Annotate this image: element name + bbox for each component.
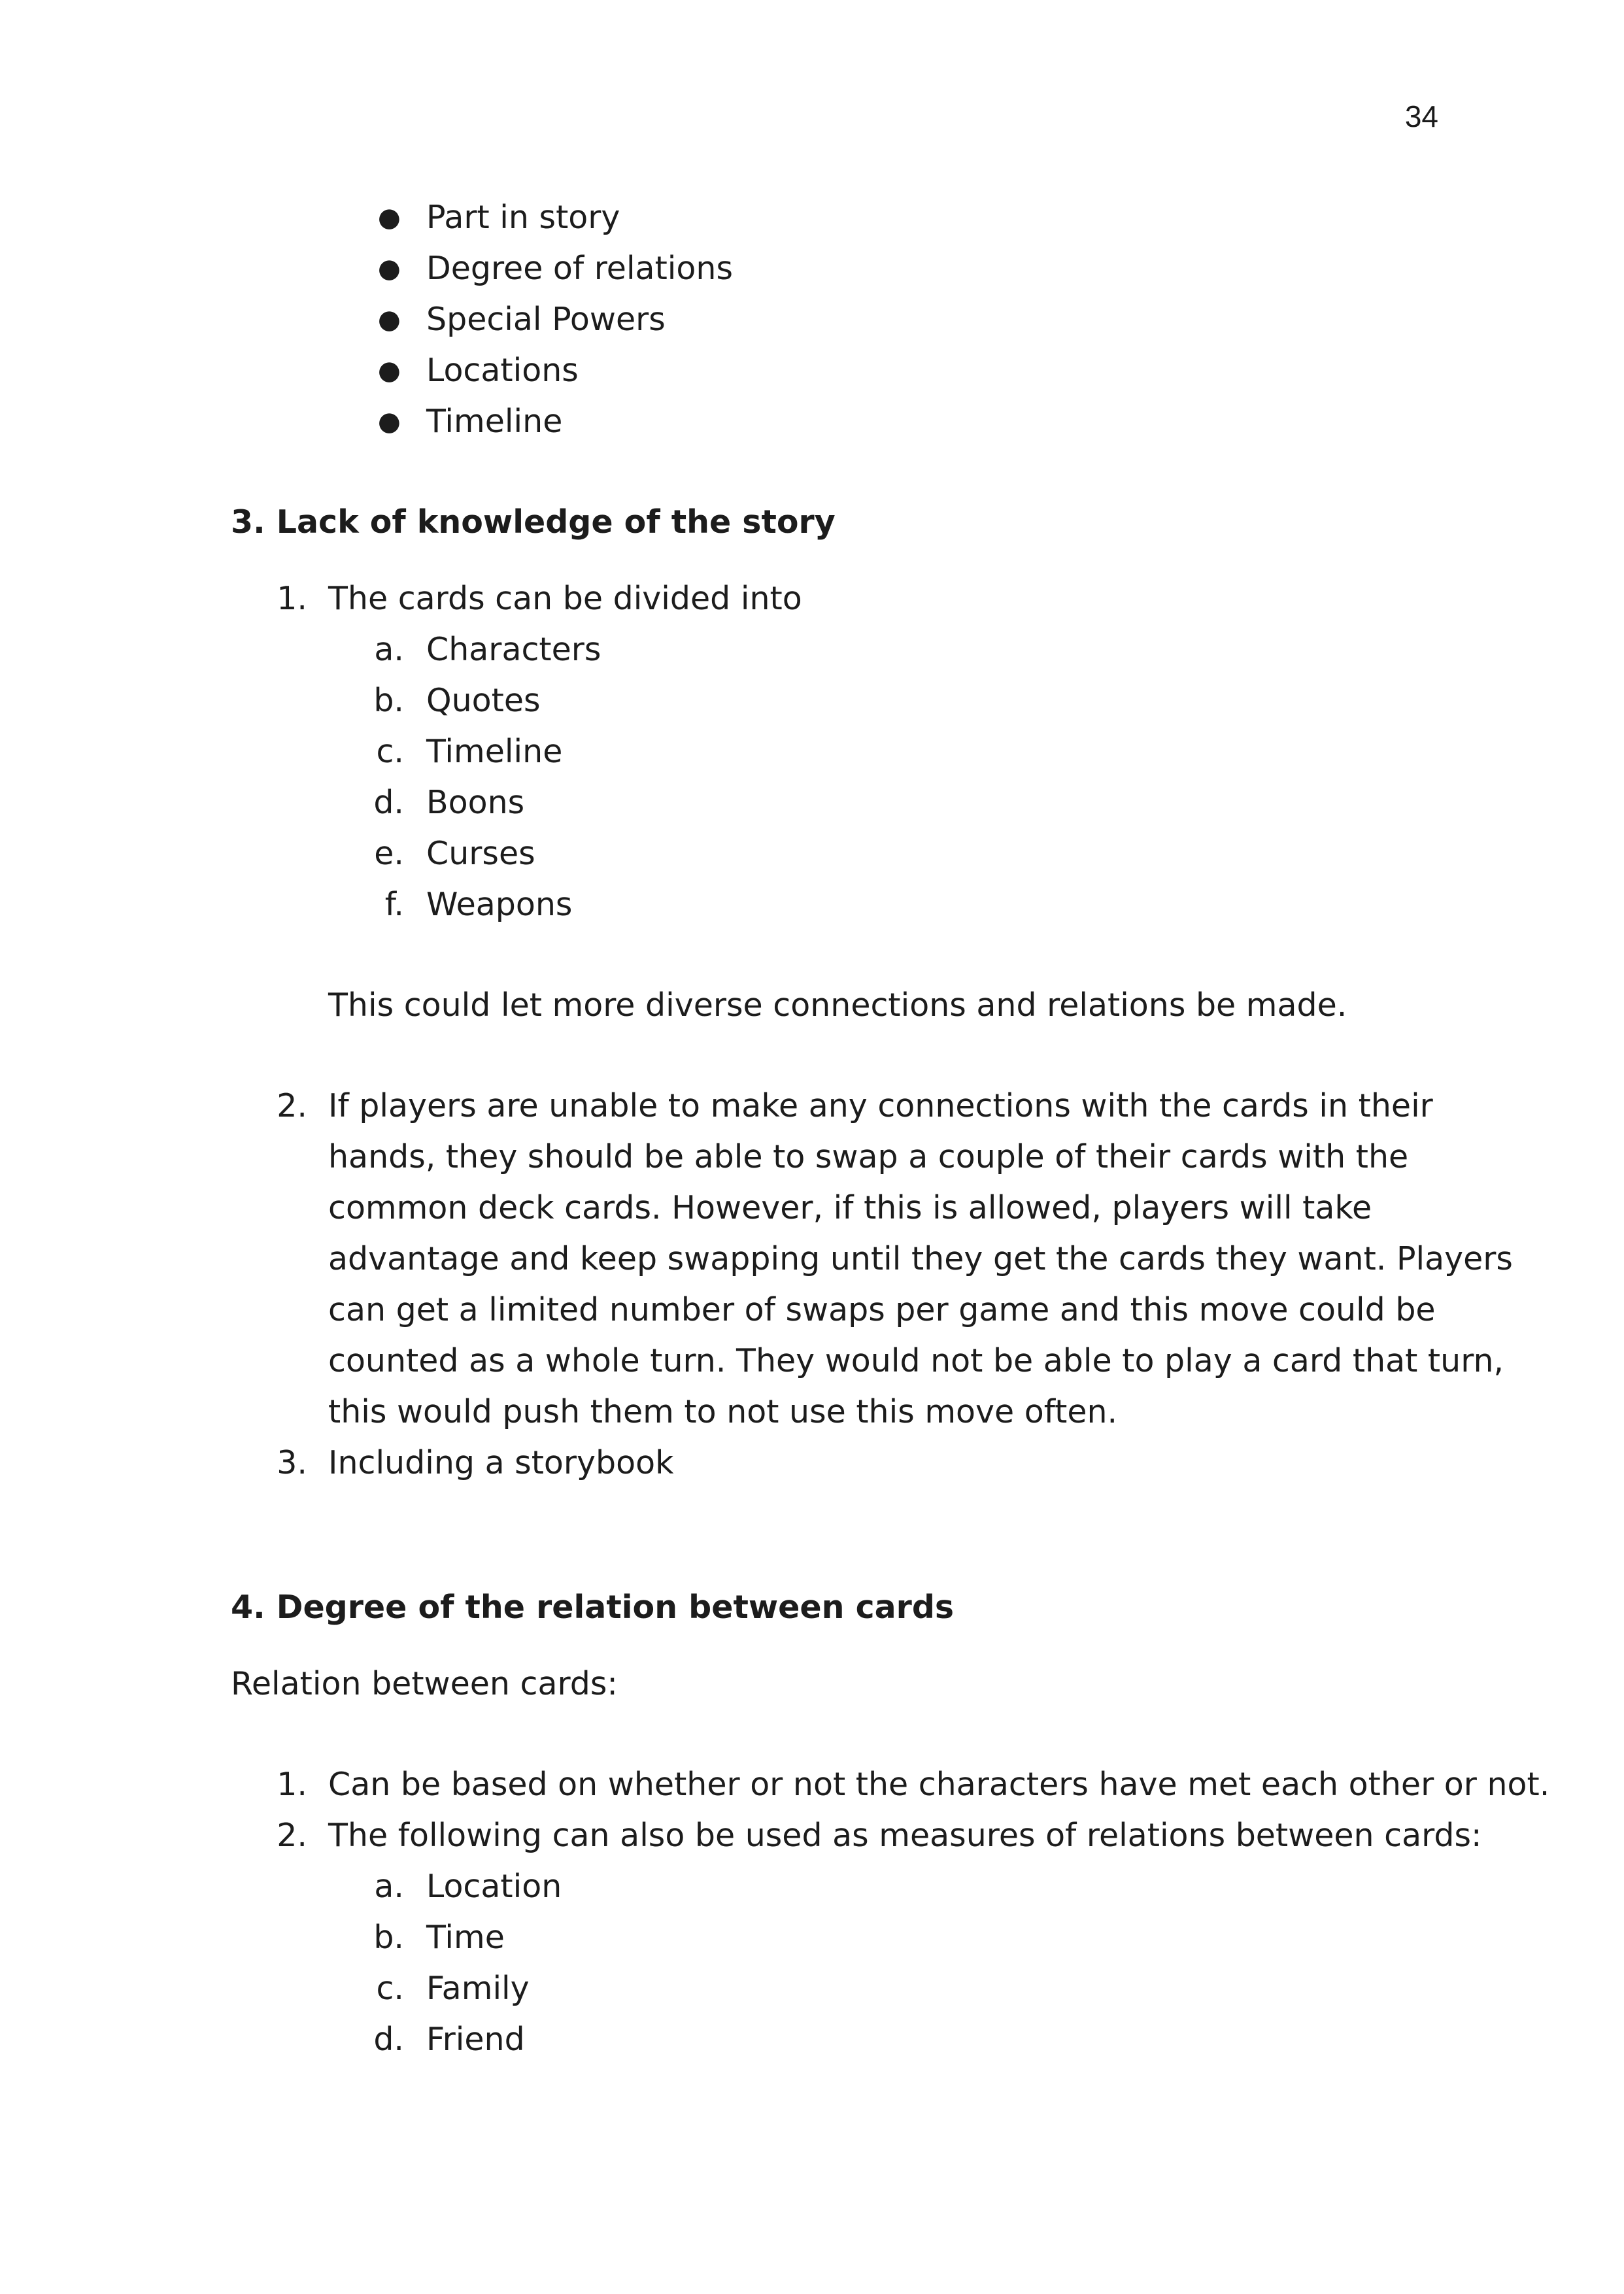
paragraph: This could let more diverse connections and relations be made. xyxy=(328,987,1347,1024)
text-line: common deck cards. However, if this is allowed, players will take xyxy=(328,1189,1372,1226)
list-marker: e. xyxy=(374,835,404,872)
text-line: can get a limited number of swaps per game and this move could be xyxy=(328,1291,1436,1328)
paragraph: Relation between cards: xyxy=(231,1665,618,1702)
list-item: Timeline xyxy=(426,403,563,440)
text-line: advantage and keep swapping until they get the cards they want. Players xyxy=(328,1240,1513,1277)
bullet-icon: ● xyxy=(378,407,401,437)
text-line: counted as a whole turn. They would not be able to play a card that turn, xyxy=(328,1342,1504,1379)
page-number: 34 xyxy=(1404,99,1438,133)
list-item: Curses xyxy=(426,835,535,872)
text-line: this would push them to not use this move often. xyxy=(328,1393,1118,1430)
list-marker: 2. xyxy=(277,1817,307,1854)
list-marker: a. xyxy=(374,1868,404,1905)
list-item: Including a storybook xyxy=(328,1444,674,1481)
list-marker: d. xyxy=(373,784,404,821)
list-item: Degree of relations xyxy=(426,250,733,287)
list-item: Time xyxy=(426,1919,505,1956)
list-item: The following can also be used as measures of relations between cards: xyxy=(328,1817,1482,1854)
list-marker: f. xyxy=(384,886,404,923)
list-item: The cards can be divided into xyxy=(328,580,802,617)
list-marker: 1. xyxy=(277,580,307,617)
list-item: Special Powers xyxy=(426,301,666,338)
text-line: If players are unable to make any connections with the cards in their xyxy=(328,1087,1433,1124)
list-item: Quotes xyxy=(426,682,541,719)
list-marker: b. xyxy=(373,1919,404,1956)
bullet-icon: ● xyxy=(378,203,401,233)
list-item: Part in story xyxy=(426,199,620,236)
section-heading: 3. Lack of knowledge of the story xyxy=(231,503,836,541)
list-item: Weapons xyxy=(426,886,573,923)
list-marker: 2. xyxy=(277,1087,307,1124)
list-marker: c. xyxy=(376,733,404,770)
list-item: Location xyxy=(426,1868,562,1905)
list-marker: 1. xyxy=(277,1766,307,1803)
list-item: Family xyxy=(426,1970,530,2007)
list-item: Friend xyxy=(426,2021,525,2058)
list-item: Can be based on whether or not the characters have met each other or not. xyxy=(328,1766,1550,1803)
section-heading: 4. Degree of the relation between cards xyxy=(231,1589,955,1626)
list-item: Boons xyxy=(426,784,525,821)
bullet-icon: ● xyxy=(378,254,401,284)
list-marker: 3. xyxy=(277,1444,307,1481)
list-item: Locations xyxy=(426,352,579,389)
list-marker: b. xyxy=(373,682,404,719)
list-item: Characters xyxy=(426,631,601,668)
list-item: Timeline xyxy=(426,733,563,770)
bullet-icon: ● xyxy=(378,305,401,335)
text-line: hands, they should be able to swap a couple of their cards with the xyxy=(328,1138,1409,1175)
list-marker: c. xyxy=(376,1970,404,2007)
list-marker: d. xyxy=(373,2021,404,2058)
list-marker: a. xyxy=(374,631,404,668)
bullet-icon: ● xyxy=(378,356,401,386)
